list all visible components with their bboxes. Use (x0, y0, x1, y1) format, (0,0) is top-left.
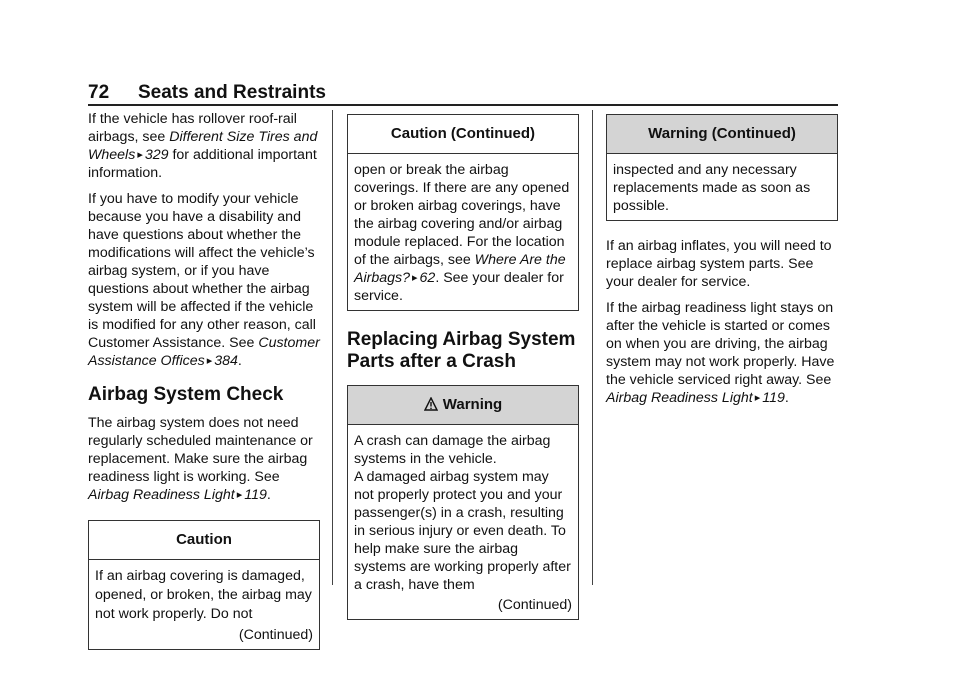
page-ref[interactable]: 329 (144, 147, 169, 163)
page-header (88, 82, 838, 106)
heading-replacing: Replacing Airbag System Parts after a Crash (347, 329, 576, 372)
paragraph-modify: If you have to modify your vehicle because you have a disability and have questions about whether the modifications will affect the vehicle’s airbag system, or if you have questions about whether the airbag system will be affected if the vehicle is modified for any other reason, call Customer Assistance. See Customer Assistance Offices ▸ 384. (88, 191, 320, 369)
link-where-airbags[interactable]: Where Are the Airbags? (354, 252, 566, 286)
page-ref[interactable]: 119 (244, 487, 267, 503)
page-ref[interactable]: 62 (419, 270, 436, 286)
page-ref[interactable]: 119 (762, 390, 785, 406)
warning-text-1: A crash can damage the airbag systems in the vehicle. (354, 433, 551, 467)
continued-label: (Continued) (497, 597, 572, 613)
arrow-ref-icon: ▸ (412, 272, 418, 284)
warning-text-2: A damaged airbag system may not properly protect you and your passenger(s) in a crash, resulting in serious injury or even death. To help make sure the airbag systems are working properly after a crash, have them (354, 469, 571, 593)
warning-box (347, 385, 579, 620)
warning-continued-box (606, 114, 838, 221)
caution-text: If an airbag covering is damaged, opened, or broken, the airbag may not work properly. Do not (95, 568, 312, 622)
heading-airbag-check: Airbag System Check (88, 384, 284, 405)
arrow-ref-icon: ▸ (137, 149, 143, 161)
paragraph-check: The airbag system does not need regularly scheduled maintenance or replacement. Make sure the airbag readiness light is working. See Airbag Readiness Light ▸ 119. (88, 415, 313, 503)
caution-box (88, 520, 320, 650)
link-customer-assistance[interactable]: Customer Assistance Offices (88, 335, 320, 369)
warning-continued-text: inspected and any necessary replacements made as soon as possible. (613, 162, 811, 214)
column-2 (347, 110, 579, 620)
page-number: 72 (88, 82, 110, 103)
paragraph-rollover: If the vehicle has rollover roof-rail airbags, see Different Size Tires and Wheels ▸ 329 for additional important information. (88, 111, 318, 181)
arrow-ref-icon: ▸ (206, 355, 213, 367)
section-title: Seats and Restraints (138, 82, 326, 103)
column-1 (88, 110, 320, 650)
paragraph-inflates: If an airbag inflates, you will need to replace airbag system parts. See your dealer for service. (606, 238, 832, 290)
column-divider (592, 110, 593, 585)
warning-triangle-icon (424, 397, 438, 411)
caution-continued-box (347, 114, 579, 311)
warning-title: Warning (442, 396, 503, 413)
arrow-ref-icon: ▸ (754, 392, 761, 404)
link-readiness-light[interactable]: Airbag Readiness Light (88, 487, 235, 503)
arrow-ref-icon: ▸ (236, 489, 243, 501)
column-divider (332, 110, 333, 585)
link-tires-wheels[interactable]: Different Size Tires and Wheels (88, 129, 318, 163)
paragraph-readiness: If the airbag readiness light stays on after the vehicle is started or comes on when you are driving, the airbag system may not work properly. Have the vehicle serviced right away. See Airbag Readiness Light ▸ 119. (606, 300, 835, 406)
page-ref[interactable]: 384 (214, 353, 238, 369)
caution-continued-title: Caution (Continued) (348, 115, 578, 154)
caution-title: Caution (89, 521, 319, 560)
column-3 (606, 110, 838, 415)
warning-continued-title: Warning (Continued) (607, 115, 837, 154)
caution-continued-text: open or break the airbag coverings. If there are any opened or broken airbag coverings, have the airbag covering and/or airbag module replaced. For the location of the airbags, see Where Are the Airbags? ▸ 62. See your dealer for service. (354, 162, 570, 304)
link-readiness-light[interactable]: Airbag Readiness Light (606, 390, 753, 406)
warning-title-bar (348, 386, 578, 425)
continued-label: (Continued) (238, 627, 313, 643)
